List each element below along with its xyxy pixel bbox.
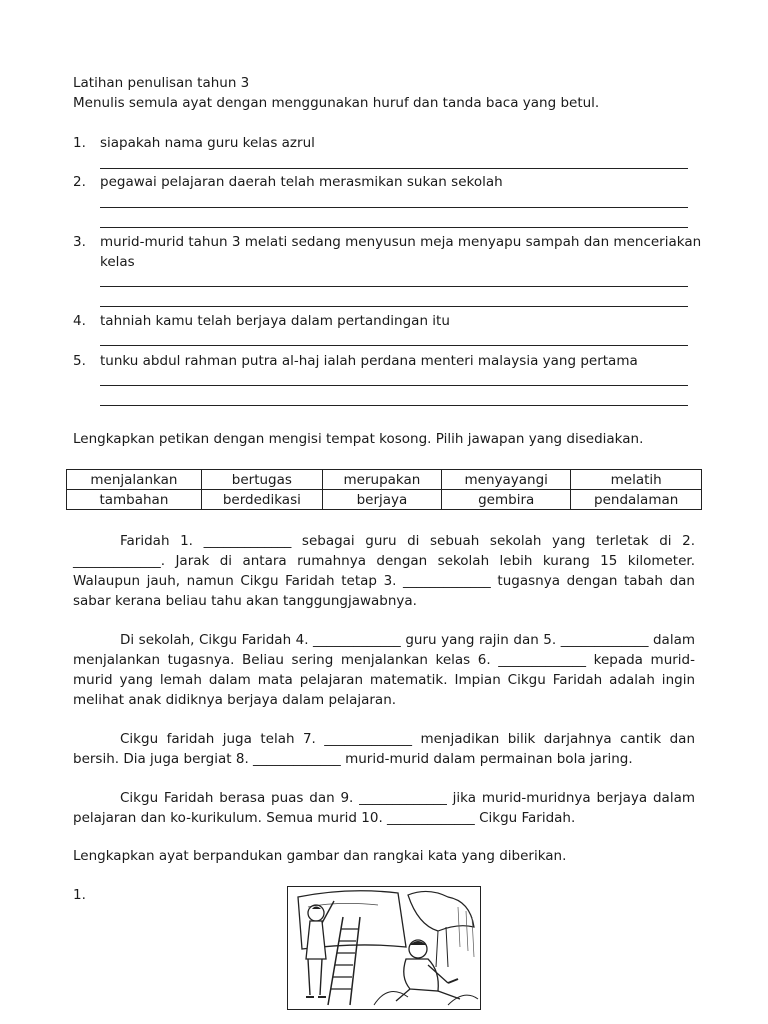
classroom-cleaning-picture <box>287 886 481 1010</box>
answer-line[interactable] <box>100 306 688 307</box>
question-1-number: 1. <box>73 135 86 151</box>
classroom-cleaning-illustration-icon <box>288 887 480 1009</box>
answer-line[interactable] <box>100 227 688 228</box>
question-2-number: 2. <box>73 174 86 190</box>
passage-text-2: Di sekolah, Cikgu Faridah 4. _____________ guru yang rajin dan 5. _____________ dalam menjalankan tugasnya. Beliau sering menjalankan kelas 6. _____________ kepada murid-murid yang lemah dalam mata pelajaran matematik. Impian Cikgu Faridah adalah ingin melihat anak didiknya berjaya dalam pelajaran. <box>73 632 695 708</box>
word-bank-cell: bertugas <box>201 470 322 490</box>
question-5-number: 5. <box>73 353 86 369</box>
question-3-text: murid-murid tahun 3 melati sedang menyusun meja menyapu sampah dan menceriakan <box>100 234 702 250</box>
section2-instruction: Lengkapkan petikan dengan mengisi tempat kosong. Pilih jawapan yang disediakan. <box>73 431 644 447</box>
passage-text-4: Cikgu Faridah berasa puas dan 9. _____________ jika murid-muridnya berjaya dalam pelajaran dan ko-kurikulum. Semua murid 10. _____________ Cikgu Faridah. <box>73 790 695 826</box>
answer-line[interactable] <box>100 345 688 346</box>
word-bank-cell: berjaya <box>322 490 441 510</box>
word-bank-row <box>67 470 702 490</box>
passage-paragraph-1 <box>73 531 695 611</box>
answer-line[interactable] <box>100 385 688 386</box>
answer-line[interactable] <box>100 286 688 287</box>
word-bank-cell: berdedikasi <box>201 490 322 510</box>
passage-text-1: Faridah 1. _____________ sebagai guru di sebuah sekolah yang terletak di 2. _____________. Jarak di antara rumahnya dengan sekolah lebih kurang 15 kilometer. Walaupun jauh, namun Cikgu Faridah tetap 3. _____________ tugasnya dengan tabah dan sabar kerana beliau tahu akan tanggungjawabnya. <box>73 533 695 609</box>
question-4-text: tahniah kamu telah berjaya dalam pertandingan itu <box>100 313 450 329</box>
word-bank-cell: menjalankan <box>67 470 202 490</box>
answer-line[interactable] <box>100 207 688 208</box>
worksheet-title: Latihan penulisan tahun 3 <box>73 75 250 91</box>
section3-instruction: Lengkapkan ayat berpandukan gambar dan rangkai kata yang diberikan. <box>73 848 567 864</box>
section3-item-number: 1. <box>73 887 86 903</box>
question-2-text: pegawai pelajaran daerah telah merasmikan sukan sekolah <box>100 174 503 190</box>
section1-instruction: Menulis semula ayat dengan menggunakan huruf dan tanda baca yang betul. <box>73 95 600 111</box>
passage-paragraph-3 <box>73 729 695 769</box>
answer-line[interactable] <box>100 168 688 169</box>
word-bank-cell: merupakan <box>322 470 441 490</box>
answer-line[interactable] <box>100 405 688 406</box>
question-1-text: siapakah nama guru kelas azrul <box>100 135 315 151</box>
passage-paragraph-4 <box>73 788 695 828</box>
question-5-text: tunku abdul rahman putra al-haj ialah perdana menteri malaysia yang pertama <box>100 353 638 369</box>
passage-paragraph-2 <box>73 630 695 710</box>
word-bank-cell: gembira <box>442 490 571 510</box>
word-bank-row <box>67 490 702 510</box>
passage-text-3: Cikgu faridah juga telah 7. _____________ menjadikan bilik darjahnya cantik dan bersih. Dia juga bergiat 8. _____________ murid-murid dalam permainan bola jaring. <box>73 731 695 767</box>
word-bank-table <box>66 469 702 510</box>
word-bank-cell: pendalaman <box>571 490 702 510</box>
question-3-text-continued: kelas <box>100 254 135 270</box>
word-bank-cell: melatih <box>571 470 702 490</box>
word-bank-cell: tambahan <box>67 490 202 510</box>
question-4-number: 4. <box>73 313 86 329</box>
word-bank-cell: menyayangi <box>442 470 571 490</box>
question-3-number: 3. <box>73 234 86 250</box>
